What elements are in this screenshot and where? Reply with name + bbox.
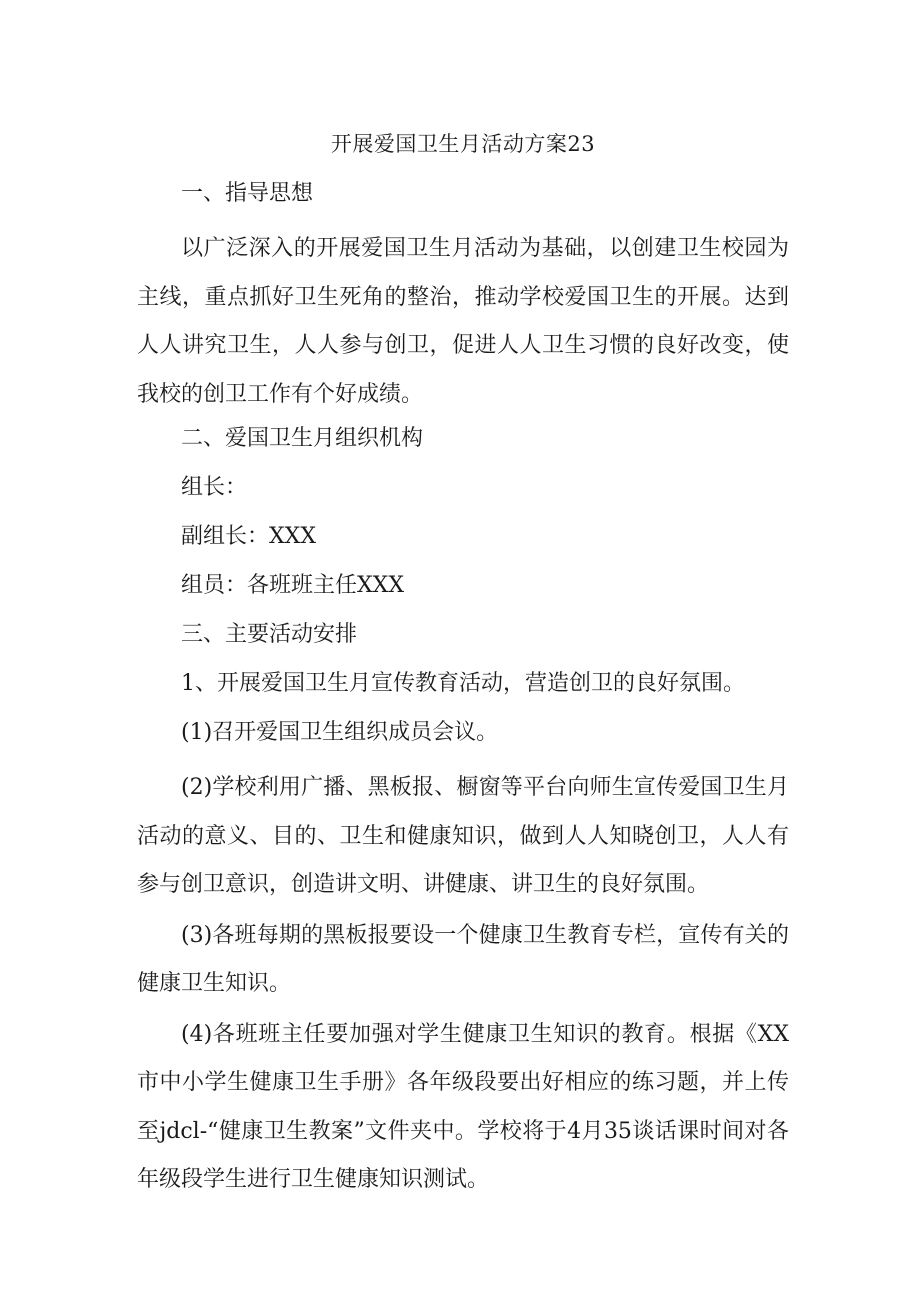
deputy-leader-line: 副组长：XXX <box>181 524 316 549</box>
section-heading-guiding-ideology: 一、指导思想 <box>181 181 314 206</box>
activity-subitem-1: (1)召开爱国卫生组织成员会议。 <box>181 720 499 745</box>
activity-subitem-4: (4)各班班主任要加强对学生健康卫生知识的教育。根据《XX市中小学生健康卫生手册》各年级段要出好相应的练习题，并上传至jdcl-“健康卫生教案”文件夹中。学校将于4月35谈话课时间对各年级段学生进行卫生健康知识测试。 <box>137 1021 789 1192</box>
document-body <box>137 126 789 1207</box>
members-line: 组员：各班班主任XXX <box>181 573 404 598</box>
section-heading-organization: 二、爱国卫生月组织机构 <box>181 426 424 451</box>
leader-line: 组长： <box>181 475 248 500</box>
document-title: 开展爱国卫生月活动方案23 <box>330 132 596 156</box>
paragraph-guiding-ideology: 以广泛深入的开展爱国卫生月活动为基础，以创建卫生校园为主线，重点抓好卫生死角的整治，推动学校爱国卫生的开展。达到人人讲究卫生，人人参与创卫，促进人人卫生习惯的良好改变，使我校的创卫工作有个好成绩。 <box>137 236 789 407</box>
activity-subitem-2: (2)学校利用广播、黑板报、橱窗等平台向师生宣传爱国卫生月活动的意义、目的、卫生和健康知识，做到人人知晓创卫，人人有参与创卫意识，创造讲文明、讲健康、讲卫生的良好氛围。 <box>137 775 789 897</box>
activity-item-1: 1、开展爱国卫生月宣传教育活动，营造创卫的良好氛围。 <box>181 671 745 696</box>
section-heading-activities: 三、主要活动安排 <box>181 622 358 647</box>
activity-subitem-3: (3)各班每期的黑板报要设一个健康卫生教育专栏，宣传有关的健康卫生知识。 <box>137 922 789 996</box>
